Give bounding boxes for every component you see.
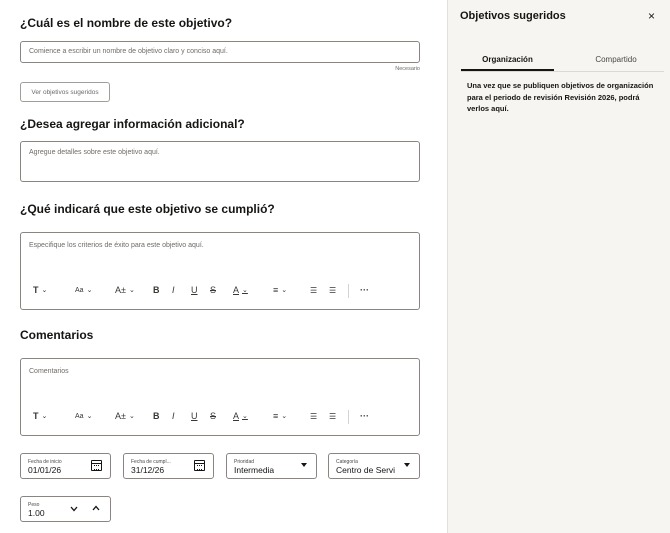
- question-goal-name: ¿Cuál es el nombre de este objetivo?: [20, 16, 233, 30]
- more-options-button[interactable]: ···: [360, 285, 369, 295]
- align-button[interactable]: [273, 410, 287, 422]
- due-date-field[interactable]: [123, 453, 214, 479]
- superscript-button[interactable]: [115, 284, 135, 296]
- font-size-icon: Aa: [75, 286, 84, 294]
- italic-button[interactable]: I: [172, 285, 175, 295]
- align-button[interactable]: [273, 284, 287, 296]
- underline-button[interactable]: U: [191, 285, 198, 295]
- question-success-criteria: ¿Qué indicará que este objetivo se cumplió?: [20, 202, 275, 216]
- text-style-icon: T: [33, 285, 39, 295]
- numbered-list-button[interactable]: ☰: [329, 411, 337, 421]
- priority-select[interactable]: [226, 453, 317, 479]
- caret-down-icon: [301, 463, 307, 467]
- view-suggested-goals-button[interactable]: Ver objetivos sugeridos: [20, 82, 110, 102]
- question-comments: Comentarios: [20, 328, 94, 342]
- text-style-icon: T: [33, 411, 39, 421]
- category-select[interactable]: [328, 453, 420, 479]
- comments-editor[interactable]: [20, 358, 420, 436]
- suggested-goals-panel: [447, 0, 670, 533]
- due-date-label: Fecha de cumpl...: [131, 459, 171, 465]
- decrement-chevron-icon[interactable]: [70, 506, 78, 512]
- font-size-button[interactable]: [75, 410, 92, 422]
- empty-state-message: Una vez que se publiquen objetivos de organización para el periodo de revisión Revisión 2026, podrá verlos aquí.: [467, 81, 654, 113]
- toolbar-divider: [348, 284, 349, 298]
- numbered-list-button[interactable]: ☰: [329, 285, 337, 295]
- superscript-icon: A±: [115, 285, 126, 295]
- font-color-button[interactable]: [233, 284, 248, 296]
- start-date-field[interactable]: [20, 453, 111, 479]
- category-label: Categoría: [336, 459, 358, 465]
- tab-divider: [461, 71, 664, 72]
- strikethrough-button[interactable]: S: [210, 285, 217, 295]
- question-additional-info: ¿Desea agregar información adicional?: [20, 117, 245, 131]
- success-criteria-placeholder: Especifique los criterios de éxito para este objetivo aquí.: [29, 242, 204, 249]
- font-color-icon: A: [233, 285, 240, 295]
- comments-placeholder: Comentarios: [29, 368, 69, 375]
- priority-label: Prioridad: [234, 459, 255, 465]
- font-size-button[interactable]: [75, 284, 92, 296]
- text-style-button[interactable]: [33, 410, 47, 422]
- font-color-button[interactable]: [233, 410, 248, 422]
- additional-info-textarea[interactable]: [20, 141, 420, 182]
- weight-stepper[interactable]: [20, 496, 111, 522]
- rich-text-toolbar: [29, 410, 409, 422]
- bullet-list-button[interactable]: ☰: [310, 411, 318, 421]
- weight-value: 1.00: [28, 508, 45, 518]
- rich-text-toolbar: [29, 284, 409, 296]
- bold-button[interactable]: B: [153, 411, 160, 421]
- chevron-down-icon: ⌄: [41, 287, 48, 294]
- font-color-icon: A: [233, 411, 240, 421]
- tab-shared[interactable]: Compartido: [595, 55, 637, 64]
- start-date-label: Fecha de inicio: [28, 459, 62, 465]
- calendar-icon[interactable]: [91, 460, 102, 471]
- additional-info-placeholder: Agregue detalles sobre este objetivo aquí.: [29, 149, 160, 156]
- calendar-icon[interactable]: [194, 460, 205, 471]
- strikethrough-button[interactable]: S: [210, 411, 217, 421]
- bold-button[interactable]: B: [153, 285, 160, 295]
- priority-value: Intermedia: [234, 465, 275, 475]
- chevron-down-icon: ⌄: [242, 413, 248, 420]
- tab-organization[interactable]: Organización: [482, 55, 533, 64]
- due-date-value: 31/12/26: [131, 465, 165, 475]
- goal-name-placeholder: Comience a escribir un nombre de objetivo claro y conciso aquí.: [29, 48, 228, 55]
- chevron-down-icon: ⌄: [281, 413, 288, 420]
- chevron-down-icon: ⌄: [128, 413, 135, 420]
- active-tab-indicator: [461, 69, 554, 71]
- chevron-down-icon: ⌄: [128, 287, 135, 294]
- superscript-button[interactable]: [115, 410, 135, 422]
- goal-name-input[interactable]: [20, 41, 420, 63]
- italic-button[interactable]: I: [172, 411, 175, 421]
- caret-down-icon: [404, 463, 410, 467]
- more-options-button[interactable]: ···: [360, 411, 369, 421]
- toolbar-divider: [348, 410, 349, 424]
- success-criteria-editor[interactable]: [20, 232, 420, 310]
- required-label: Necesario: [395, 66, 420, 72]
- panel-title: Objetivos sugeridos: [460, 10, 566, 22]
- font-size-icon: Aa: [75, 412, 84, 420]
- category-value: Centro de Servi: [336, 465, 396, 475]
- align-icon: ≡: [273, 285, 279, 295]
- align-icon: ≡: [273, 411, 279, 421]
- start-date-value: 01/01/26: [28, 465, 62, 475]
- weight-label: Peso: [28, 502, 40, 508]
- close-icon[interactable]: ×: [648, 9, 656, 23]
- chevron-down-icon: ⌄: [86, 287, 93, 294]
- increment-chevron-icon[interactable]: [92, 505, 100, 511]
- chevron-down-icon: ⌄: [281, 287, 288, 294]
- underline-button[interactable]: U: [191, 411, 198, 421]
- text-style-button[interactable]: [33, 284, 47, 296]
- superscript-icon: A±: [115, 411, 126, 421]
- chevron-down-icon: ⌄: [242, 287, 248, 294]
- chevron-down-icon: ⌄: [86, 413, 93, 420]
- chevron-down-icon: ⌄: [41, 413, 48, 420]
- bullet-list-button[interactable]: ☰: [310, 285, 318, 295]
